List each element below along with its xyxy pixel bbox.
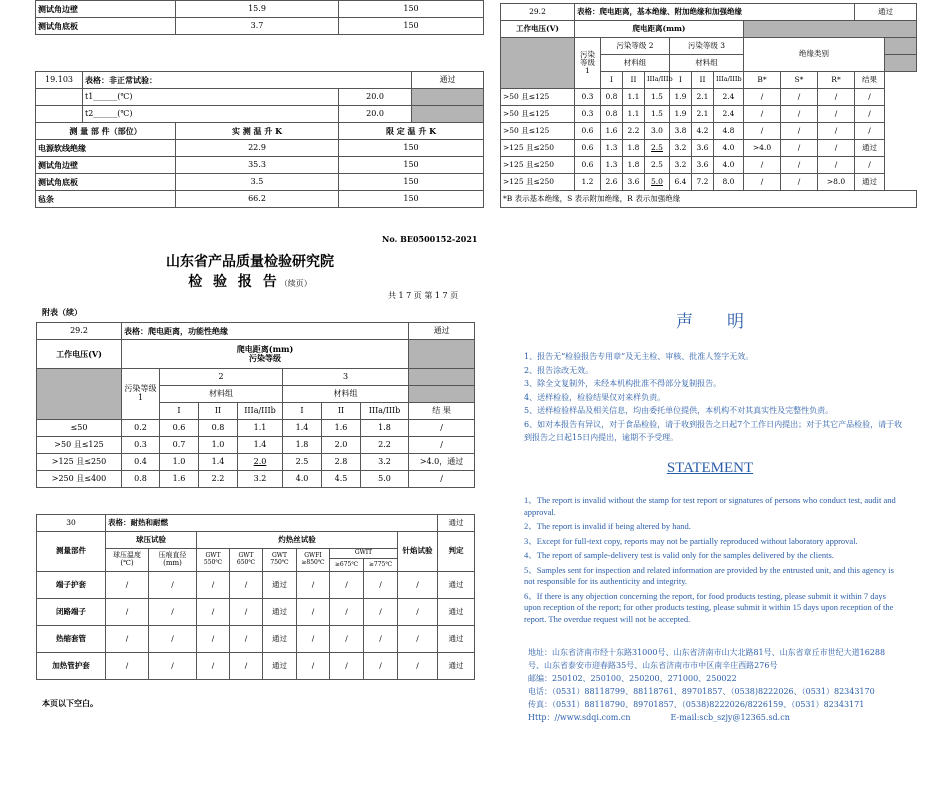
abnormal-test-table: [35, 71, 484, 208]
working-voltage-header: 工作电压(V): [37, 340, 122, 369]
glow-wire-header: 灼热丝试验: [197, 532, 398, 549]
value-cell: 3.8: [670, 123, 692, 140]
material-group-header: 材料组: [601, 55, 670, 72]
value-cell: 1.3: [601, 157, 623, 174]
list-item: 4、送样检验，检验结果仅对来样负责。: [524, 392, 666, 402]
value-cell: 2.2: [199, 471, 238, 488]
value-cell: 4.8: [714, 123, 744, 140]
result-cell: /: [855, 123, 885, 140]
table-row: [36, 1, 484, 18]
value-cell: /: [297, 626, 330, 653]
result-header: 结果: [855, 72, 885, 89]
gwt-650-header: GWT 650℃: [230, 549, 263, 572]
part-cell: 测试角边壁: [36, 157, 176, 174]
clause-cell: 29.2: [37, 323, 122, 340]
value-cell: /: [364, 653, 398, 680]
gwt-550-header: GWT 550℃: [197, 549, 230, 572]
value-cell: /: [106, 653, 149, 680]
report-title-block: [150, 271, 350, 291]
part-header: 测量部件: [37, 532, 106, 572]
result-cell: 通过: [855, 174, 885, 191]
gwt-750-header: GWT 750℃: [263, 549, 297, 572]
value-cell: 0.3: [575, 106, 601, 123]
clause-cell: 30: [37, 515, 106, 532]
pollution-2-header: 2: [160, 369, 283, 386]
verdict-cell: 通过: [409, 323, 475, 340]
value-cell: 7.2: [692, 174, 714, 191]
value-cell: /: [744, 174, 781, 191]
value-cell: 4.2: [692, 123, 714, 140]
value-cell: 2.0: [238, 454, 283, 471]
value-cell: 1.1: [623, 89, 645, 106]
value-cell: /: [297, 572, 330, 599]
part-name: 闭路端子: [37, 599, 106, 626]
value-cell: 3.0: [645, 123, 670, 140]
measured-cell: 3.5: [176, 174, 339, 191]
value-cell: 通过: [263, 653, 297, 680]
value-cell: 2.5: [645, 140, 670, 157]
value-cell: /: [398, 626, 438, 653]
creepage-header: [122, 340, 409, 369]
insulation-class-header: 绝缘类别: [744, 38, 885, 72]
t1-value: 20.0: [339, 89, 412, 106]
value-cell: 2.4: [714, 106, 744, 123]
list-item: 6、如对本报告有异议，对于食品检验，请于收到报告之日起7个工作日内提出；对于其它产品检验，请于收到报告之日起15日内提出，逾期不予受理。: [524, 419, 903, 442]
part-name: 端子护套: [37, 572, 106, 599]
material-iii: IIIa/IIIb: [361, 403, 409, 420]
blank-note: 本页以下空白。: [42, 698, 98, 708]
result-cell: /: [855, 157, 885, 174]
voltage-cell: >125 且≤250: [37, 454, 122, 471]
table-row: [501, 123, 917, 140]
judge-header: 判定: [438, 532, 475, 572]
part-name: 加热管护套: [37, 653, 106, 680]
value-cell: 0.6: [575, 140, 601, 157]
result-cell: /: [409, 420, 475, 437]
header-measured: 实 测 温 升 K: [176, 123, 339, 140]
insulation-note: *B 表示基本绝缘，S 表示附加绝缘，R 表示加强绝缘: [501, 191, 917, 208]
limit-cell: 150: [339, 174, 484, 191]
material-group-header: 材料组: [160, 386, 283, 403]
value-cell: /: [330, 599, 364, 626]
value-cell: 0.6: [575, 123, 601, 140]
value-cell: /: [398, 599, 438, 626]
part-cell: 毡条: [36, 191, 176, 208]
part-cell: 测试角底板: [36, 18, 176, 35]
judge-cell: 通过: [438, 572, 475, 599]
value-cell: /: [230, 572, 263, 599]
value-cell: 1.8: [623, 140, 645, 157]
contact-block: [528, 646, 900, 724]
web-email: Http：//www.sdqi.com.cn E-mail:scb_szjy@12365.sd.cn: [528, 713, 790, 722]
needle-flame-header: 针焰试验: [398, 532, 438, 572]
value-cell: 2.2: [623, 123, 645, 140]
material-i: I: [601, 72, 623, 89]
limit-cell: 150: [339, 157, 484, 174]
value-cell: 2.8: [322, 454, 361, 471]
value-cell: /: [818, 157, 855, 174]
material-iii: IIIa/IIIb: [645, 72, 670, 89]
value-cell: 1.6: [601, 123, 623, 140]
creepage-functional-table: [36, 322, 475, 488]
voltage-cell: >125 且≤250: [501, 174, 575, 191]
value-cell: 2.1: [692, 106, 714, 123]
judge-cell: 通过: [438, 599, 475, 626]
value-cell: 1.4: [199, 454, 238, 471]
heat-fire-table: [36, 514, 475, 680]
voltage-cell: >50 且≤125: [501, 106, 575, 123]
statement-en-list: [524, 495, 898, 625]
list-item: 3、Except for full-text copy, reports may not be partially reproduced without laboratory approval.: [524, 535, 858, 546]
measured-cell: 35.3: [176, 157, 339, 174]
report-title: 检 验 报 告: [188, 274, 280, 290]
table-row: [501, 89, 917, 106]
value-cell: 0.8: [199, 420, 238, 437]
value-cell: /: [744, 89, 781, 106]
limit-cell: 150: [339, 191, 484, 208]
value-cell: 1.9: [670, 89, 692, 106]
value-cell: 1.9: [670, 106, 692, 123]
value-cell: 通过: [263, 572, 297, 599]
voltage-cell: >125 且≤250: [501, 157, 575, 174]
value-cell: 2.1: [692, 89, 714, 106]
table-row: [37, 599, 475, 626]
value-cell: /: [330, 626, 364, 653]
material-ii: II: [692, 72, 714, 89]
table-title: 表格：耐热和耐燃: [106, 515, 438, 532]
value-cell: 3.2: [361, 454, 409, 471]
verdict-cell: 通过: [438, 515, 475, 532]
gwit-675-header: ≥675℃: [330, 559, 364, 572]
voltage-cell: >125 且≤250: [501, 140, 575, 157]
value-cell: 4.0: [714, 140, 744, 157]
table-row: [501, 174, 917, 191]
value-cell: 2.0: [322, 437, 361, 454]
gwit-775-header: ≥775℃: [364, 559, 398, 572]
value-cell: /: [230, 626, 263, 653]
material-ii: II: [623, 72, 645, 89]
header-limit: 限 定 温 升 K: [339, 123, 484, 140]
t2-value: 20.0: [339, 106, 412, 123]
measured-cell: 66.2: [176, 191, 339, 208]
value-cell: /: [781, 89, 818, 106]
value-cell: 3.2: [670, 140, 692, 157]
material-i: I: [283, 403, 322, 420]
value-cell: /: [197, 599, 230, 626]
value-cell: /: [330, 572, 364, 599]
ball-temp-header: 球压温度(℃): [106, 549, 149, 572]
value-cell: 1.8: [361, 420, 409, 437]
result-cell: 通过: [855, 140, 885, 157]
value-cell: 1.5: [645, 106, 670, 123]
value-cell: 1.4: [238, 437, 283, 454]
judge-cell: 通过: [438, 626, 475, 653]
value-cell: /: [197, 626, 230, 653]
value-cell: /: [297, 599, 330, 626]
value-cell: /: [106, 626, 149, 653]
value-cell: 通过: [263, 626, 297, 653]
value-cell: 2.4: [714, 89, 744, 106]
value-cell: 1.6: [322, 420, 361, 437]
table-row: [36, 191, 484, 208]
value-cell: 1.0: [199, 437, 238, 454]
value-cell: /: [818, 123, 855, 140]
table-row: [36, 174, 484, 191]
statement-cn-list: [524, 350, 904, 445]
value-cell: 0.3: [122, 437, 160, 454]
table-row: [37, 420, 475, 437]
reinforced-header: R*: [818, 72, 855, 89]
value-cell: 0.4: [122, 454, 160, 471]
value-cell: 0.8: [601, 106, 623, 123]
fax: 传真：（0531）88118790、89701857、（0538)8222026/8226159、（0531）82343171: [528, 700, 865, 709]
table-row: [37, 626, 475, 653]
result-cell: /: [409, 471, 475, 488]
appendix-label: 附表（续）: [42, 307, 82, 317]
list-item: 5、Samples sent for inspection and related information are provided by the entrusted unit, and this agency is not responsible for its authenticity and integrity.: [524, 564, 894, 586]
list-item: 2、The report is invalid if being altered by hand.: [524, 521, 691, 531]
voltage-cell: ≤50: [37, 420, 122, 437]
voltage-cell: >50 且≤125: [501, 123, 575, 140]
table-title: 表格：非正常试验：: [83, 72, 412, 89]
table-title: 表格：爬电距离，功能性绝缘: [122, 323, 409, 340]
value-cell: /: [744, 106, 781, 123]
part-cell: 测试角底板: [36, 174, 176, 191]
list-item: 4、The report of sample-delivery test is valid only for the samples delivered by the clients.: [524, 550, 834, 560]
value-cell: /: [149, 653, 197, 680]
value-cell: 4.0: [714, 157, 744, 174]
value-cell: 6.4: [670, 174, 692, 191]
temp-rise-table-top: [35, 0, 484, 35]
value-cell: /: [398, 572, 438, 599]
value-cell: 通过: [263, 599, 297, 626]
judge-cell: 通过: [438, 653, 475, 680]
material-i: I: [160, 403, 199, 420]
value-cell: /: [781, 106, 818, 123]
list-item: 3、除全文复制外，未经本机构批准不得部分复制报告。: [524, 379, 722, 388]
value-cell: /: [197, 653, 230, 680]
table-row: [37, 437, 475, 454]
table-row: [37, 653, 475, 680]
basic-header: B*: [744, 72, 781, 89]
value-cell: /: [364, 599, 398, 626]
limit-cell: 150: [339, 140, 484, 157]
value-cell: 3.6: [692, 157, 714, 174]
pollution-1-header: 污染等级 1: [575, 38, 601, 89]
value-cell: 1.6: [160, 471, 199, 488]
value-cell: 3.6: [692, 140, 714, 157]
value-cell: 5.0: [361, 471, 409, 488]
value-cell: /: [398, 653, 438, 680]
part-cell: 测试角边壁: [36, 1, 176, 18]
value-cell: 1.0: [160, 454, 199, 471]
ball-dia-header: 压痕直径(mm): [149, 549, 197, 572]
value-cell: /: [818, 89, 855, 106]
material-iii: IIIa/IIIb: [238, 403, 283, 420]
list-item: 1、报告无“检验报告专用章”及无主检、审核、批准人签字无效。: [524, 352, 754, 361]
value-cell: /: [781, 157, 818, 174]
value-cell: 5.0: [645, 174, 670, 191]
clause-cell: 19.103: [36, 72, 83, 89]
value-cell: /: [744, 157, 781, 174]
pollution-3-header: 3: [283, 369, 409, 386]
value-cell: 0.7: [160, 437, 199, 454]
report-continued: （续页）: [279, 279, 312, 288]
value-cell: 3.2: [238, 471, 283, 488]
value-cell: 4.5: [322, 471, 361, 488]
value-cell: 0.8: [601, 89, 623, 106]
value-cell: /: [106, 599, 149, 626]
value-cell: /: [744, 123, 781, 140]
table-row: [501, 157, 917, 174]
part-name: 热缩套管: [37, 626, 106, 653]
table-row: [36, 157, 484, 174]
table-row: [501, 140, 917, 157]
phone: 电话：（0531）88118799、88118761、89701857、（0538)8222026、（0531）82343170: [528, 687, 875, 696]
value-cell: /: [149, 626, 197, 653]
list-item: 2、报告涂改无效。: [524, 365, 594, 375]
value-cell: 0.8: [122, 471, 160, 488]
value-cell: 2.5: [283, 454, 322, 471]
value-cell: 1.8: [283, 437, 322, 454]
value-cell: 3.2: [670, 157, 692, 174]
result-cell: >4.0，通过: [409, 454, 475, 471]
address: 地址：山东省济南市经十东路31000号、山东省济南市山大北路81号、山东省章丘市世纪大道16288号、山东省泰安市迎春路35号、山东省济南市市中区南辛庄西路276号: [528, 648, 886, 670]
value-cell: 8.0: [714, 174, 744, 191]
statement-en-title: STATEMENT: [666, 460, 754, 476]
value-cell: >4.0: [744, 140, 781, 157]
material-i: I: [670, 72, 692, 89]
result-cell: /: [855, 106, 885, 123]
material-group-header: 材料组: [283, 386, 409, 403]
gwit-header: GWIT: [330, 549, 398, 559]
value-cell: /: [364, 626, 398, 653]
institute-name: 山东省产品质量检验研究院: [166, 254, 334, 270]
value-cell: 3.6: [623, 174, 645, 191]
result-cell: /: [409, 437, 475, 454]
list-item: 1、The report is invalid without the stamp for test report or signatures of persons who conduct test, audit and approval.: [524, 495, 896, 517]
t1-label: t1______(℃): [83, 89, 339, 106]
limit-cell: 150: [339, 18, 484, 35]
value-cell: 2.6: [601, 174, 623, 191]
material-iii: IIIa/IIIb: [714, 72, 744, 89]
pollution-1-header: 污染等级 1: [122, 369, 160, 420]
value-cell: /: [149, 572, 197, 599]
supplementary-header: S*: [781, 72, 818, 89]
verdict-cell: 通过: [412, 72, 484, 89]
value-cell: /: [297, 653, 330, 680]
value-cell: 1.3: [601, 140, 623, 157]
report-number: No. BE0500152-2021: [382, 234, 478, 244]
material-group-header: 材料组: [670, 55, 744, 72]
t2-label: t2______(℃): [83, 106, 339, 123]
ball-pressure-header: 球压试验: [106, 532, 197, 549]
table-row: [37, 572, 475, 599]
voltage-cell: >250 且≤400: [37, 471, 122, 488]
table-row: [37, 454, 475, 471]
value-cell: /: [230, 653, 263, 680]
value-cell: 1.8: [623, 157, 645, 174]
value-cell: 0.6: [160, 420, 199, 437]
value-cell: 0.2: [122, 420, 160, 437]
gwfi-header: GWFI ≥850℃: [297, 549, 330, 572]
value-cell: 2.5: [645, 157, 670, 174]
voltage-cell: >50 且≤125: [37, 437, 122, 454]
value-cell: /: [230, 599, 263, 626]
value-cell: 1.4: [283, 420, 322, 437]
creepage-insulation-table: [500, 3, 917, 208]
value-cell: /: [149, 599, 197, 626]
clause-cell: 29.2: [501, 4, 575, 21]
table-row: [36, 140, 484, 157]
table-row: [37, 471, 475, 488]
creepage-header: 爬电距离(mm): [575, 21, 744, 38]
header-part: 测 量 部 件（部位）: [36, 123, 176, 140]
value-cell: /: [364, 572, 398, 599]
verdict-cell: 通过: [855, 4, 917, 21]
value-cell: /: [197, 572, 230, 599]
value-cell: 1.1: [238, 420, 283, 437]
value-cell: /: [818, 106, 855, 123]
table-row: [36, 18, 484, 35]
limit-cell: 150: [339, 1, 484, 18]
value-cell: 0.3: [575, 89, 601, 106]
measured-cell: 15.9: [176, 1, 339, 18]
value-cell: /: [330, 653, 364, 680]
value-cell: 4.0: [283, 471, 322, 488]
pollution-2-header: 污染等级 2: [601, 38, 670, 55]
value-cell: 1.1: [623, 106, 645, 123]
statement-cn-title: 声 明: [676, 312, 744, 332]
measured-cell: 22.9: [176, 140, 339, 157]
value-cell: /: [818, 140, 855, 157]
list-item: 6、If there is any objection concerning the report, for food products testing, please submit it within 7 days upon reception of the report; for other products testing, please submit it within 15 days upon reception of the report. The overdue request will not be accepted.: [524, 590, 894, 624]
value-cell: 0.6: [575, 157, 601, 174]
list-item: 5、送样检验样品及相关信息，均由委托单位提供，本机构不对其真实性及完整性负责。: [524, 406, 834, 415]
creepage-label: 爬电距离(mm): [236, 344, 294, 355]
result-cell: /: [855, 89, 885, 106]
result-header: 结 果: [409, 403, 475, 420]
page-count: 共 1 7 页 第 1 7 页: [388, 291, 459, 300]
value-cell: 2.2: [361, 437, 409, 454]
working-voltage-header: 工作电压(V): [501, 21, 575, 38]
value-cell: /: [106, 572, 149, 599]
value-cell: 1.5: [645, 89, 670, 106]
measured-cell: 3.7: [176, 18, 339, 35]
part-cell: 电源软线绝缘: [36, 140, 176, 157]
table-row: [501, 106, 917, 123]
pollution-label: 污染等级: [249, 353, 282, 363]
material-ii: II: [199, 403, 238, 420]
value-cell: /: [781, 140, 818, 157]
value-cell: /: [781, 174, 818, 191]
value-cell: 1.2: [575, 174, 601, 191]
table-title: 表格：爬电距离，基本绝缘、附加绝缘和加强绝缘: [575, 4, 855, 21]
value-cell: /: [781, 123, 818, 140]
value-cell: >8.0: [818, 174, 855, 191]
pollution-3-header: 污染等级 3: [670, 38, 744, 55]
voltage-cell: >50 且≤125: [501, 89, 575, 106]
postcode: 邮编：250102、250100、250200、271000、250022: [528, 674, 737, 683]
material-ii: II: [322, 403, 361, 420]
